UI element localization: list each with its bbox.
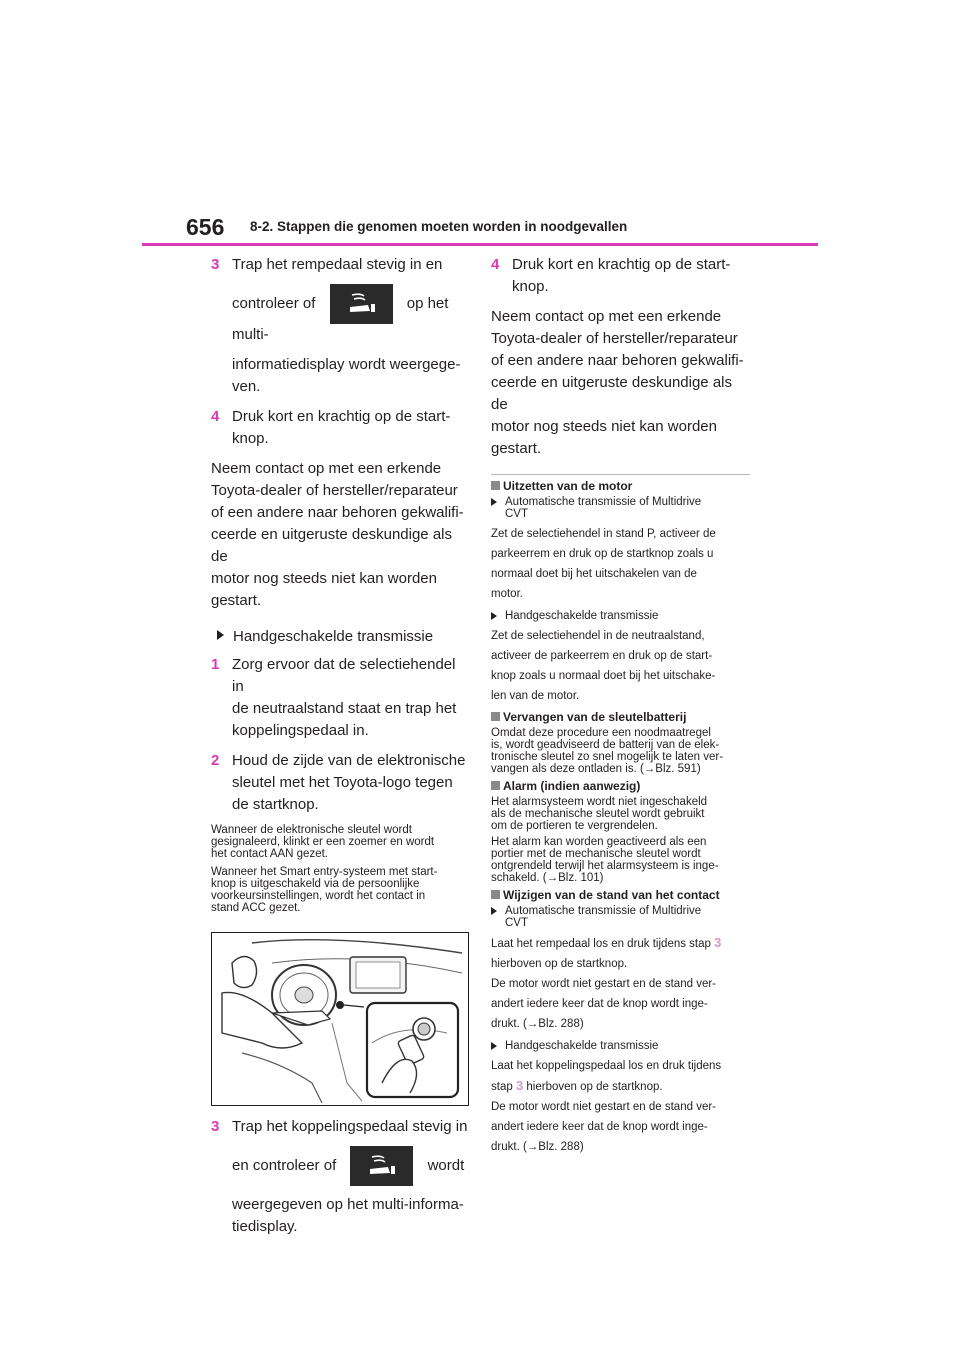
- right-column: [491, 254, 750, 1157]
- para-line: ceerde en uitgeruste deskundige als de: [491, 374, 732, 413]
- note-line: stand ACC gezet.: [211, 902, 301, 914]
- step-text: Druk kort en krachtig op de start-: [512, 256, 731, 273]
- para-line: Neem contact op met een erkende: [491, 308, 722, 325]
- note-line: knop is uitgeschakeld via de persoonlijke: [211, 878, 420, 890]
- body-line: Zet de selectiehendel in stand P, activeer de: [491, 528, 716, 540]
- heading-text: Alarm (indien aanwezig): [503, 779, 641, 793]
- sub-line: Handgeschakelde transmissie: [505, 610, 659, 622]
- body-line: is, wordt geadviseerd de batterij van de elek-: [491, 739, 720, 751]
- body-line: De motor wordt niet gestart en de stand ver-: [491, 978, 716, 990]
- pedal-press-indicator-icon: [330, 284, 393, 324]
- gray-square-icon: [491, 481, 500, 490]
- sub-automatic: [491, 905, 750, 929]
- step-text-d: ven.: [232, 378, 261, 395]
- sub-line: Handgeschakelde transmissie: [505, 1040, 659, 1052]
- body-manual-off: [491, 626, 750, 706]
- triangle-right-icon: [491, 907, 497, 915]
- body-line: Omdat deze procedure een noodmaatregel: [491, 727, 711, 739]
- body-line: motor.: [491, 588, 523, 600]
- body-line: Laat het koppelingspedaal los en druk tijdens: [491, 1060, 722, 1072]
- body-line: drukt. (→Blz. 288): [491, 1018, 584, 1030]
- step-text: Trap het koppelingspedaal stevig in: [232, 1118, 468, 1135]
- para-line: gestart.: [491, 440, 542, 457]
- triangle-right-icon: [491, 498, 497, 506]
- sub-line: CVT: [505, 508, 528, 520]
- step-text: koppelingspedaal in.: [232, 722, 369, 739]
- para-line: motor nog steeds niet kan worden: [211, 570, 437, 587]
- step-text-b: wordt: [427, 1156, 465, 1174]
- step-text: knop.: [232, 430, 269, 447]
- section-divider: [491, 474, 750, 475]
- section-title: 8-2. Stappen die genomen moeten worden in noodgevallen: [250, 219, 628, 234]
- step-3-brake: [211, 254, 469, 398]
- step-1-neutral: [211, 654, 469, 742]
- step-text: de startknop.: [232, 796, 319, 813]
- body-line: Zet de selectiehendel in de neutraalstand,: [491, 630, 705, 642]
- body-text: stap: [491, 1081, 513, 1093]
- step-ref-number: 3: [515, 1078, 524, 1093]
- driver-cockpit-drawing: [212, 933, 468, 1105]
- triangle-right-icon: [491, 1042, 497, 1050]
- body-text: hierboven op de startknop.: [526, 1081, 663, 1093]
- para-line: of een andere naar behoren gekwalifi-: [491, 352, 744, 369]
- step-number: 4: [491, 256, 500, 273]
- body-automatic-mode: [491, 933, 750, 1034]
- body-text: Laat het rempedaal los en druk tijdens stap: [491, 938, 711, 950]
- step-2-key: [211, 750, 469, 816]
- body-line: knop zoals u normaal doet bij het uitschake-: [491, 670, 716, 682]
- body-line: tronische sleutel zo snel mogelijk te laten ver-: [491, 751, 724, 763]
- step-text: Zorg ervoor dat de selectiehendel in: [232, 656, 456, 695]
- sub-line: CVT: [505, 917, 528, 929]
- sub-manual: [491, 1040, 750, 1052]
- step-text-inline: [232, 284, 469, 346]
- step-text-c: informatiedisplay wordt weergege-: [232, 356, 461, 373]
- header-rule: [142, 243, 818, 246]
- body-line: andert iedere keer dat de knop wordt inge-: [491, 1121, 708, 1133]
- step-text: Houd de zijde van de elektronische: [232, 752, 466, 769]
- body-line: Het alarm kan worden geactiveerd als een: [491, 836, 707, 848]
- body-line: len van de motor.: [491, 690, 580, 702]
- contact-paragraph: [211, 458, 469, 612]
- left-column: [211, 254, 469, 1246]
- body-line: normaal doet bij het uitschakelen van de: [491, 568, 697, 580]
- step-number: 1: [211, 656, 220, 673]
- para-line: motor nog steeds niet kan worden: [491, 418, 717, 435]
- body-line: om de portieren te vergrendelen.: [491, 820, 658, 832]
- contact-paragraph: [491, 306, 750, 460]
- body-alarm-1: [491, 796, 750, 832]
- step-text: Druk kort en krachtig op de start-: [232, 408, 451, 425]
- heading-text: Vervangen van de sleutelbatterij: [503, 710, 687, 724]
- para-line: of een andere naar behoren gekwalifi-: [211, 504, 464, 521]
- pedal-press-indicator-icon: [350, 1146, 413, 1186]
- gray-square-icon: [491, 712, 500, 721]
- body-line: portier met de mechanische sleutel wordt: [491, 848, 701, 860]
- step-3-clutch: [211, 1116, 469, 1238]
- manual-transmission-heading: [211, 626, 469, 648]
- body-line: schakeld. (→Blz. 101): [491, 872, 604, 884]
- note-line: gesignaleerd, klinkt er een zoemer en wordt: [211, 836, 435, 848]
- gray-square-icon: [491, 781, 500, 790]
- para-line: Toyota-dealer of hersteller/reparateur: [491, 330, 738, 347]
- body-line: andert iedere keer dat de knop wordt inge-: [491, 998, 708, 1010]
- sub-line: Automatische transmissie of Multidrive: [505, 905, 702, 917]
- note-key-detected: [211, 824, 469, 860]
- body-line: Het alarmsysteem wordt niet ingeschakeld: [491, 796, 708, 808]
- note-line: voorkeursinstellingen, wordt het contact in: [211, 890, 426, 902]
- step-text-d: tiedisplay.: [232, 1218, 298, 1235]
- body-automatic-off: [491, 524, 750, 604]
- body-line: ontgrendeld terwijl het alarmsysteem is inge-: [491, 860, 719, 872]
- sub-automatic: [491, 496, 750, 520]
- step-text-inline: [232, 1146, 469, 1186]
- triangle-right-icon: [217, 630, 224, 640]
- step-text: knop.: [512, 278, 549, 295]
- heading-text: Wijzigen van de stand van het contact: [503, 888, 720, 902]
- step-number: 3: [211, 256, 220, 273]
- note-line: Wanneer de elektronische sleutel wordt: [211, 824, 412, 836]
- body-line: drukt. (→Blz. 288): [491, 1141, 584, 1153]
- step-ref-number: 3: [714, 935, 722, 950]
- body-line: activeer de parkeerrem en druk op de start-: [491, 650, 713, 662]
- heading-ignition-mode: [491, 888, 750, 902]
- body-line: vangen als deze ontladen is. (→Blz. 591): [491, 763, 701, 775]
- step-text: Trap het rempedaal stevig in en: [232, 256, 443, 273]
- page-number: 656: [186, 214, 225, 240]
- para-line: ceerde en uitgeruste deskundige als de: [211, 526, 452, 565]
- illustration-key-on-start-button: [211, 932, 469, 1106]
- body-alarm-2: [491, 836, 750, 884]
- note-smart-entry: [211, 866, 469, 914]
- heading-text: Uitzetten van de motor: [503, 479, 633, 493]
- heading-engine-off: [491, 479, 750, 493]
- body-key-battery: [491, 727, 750, 775]
- body-line: hierboven op de startknop.: [491, 958, 628, 970]
- note-line: Wanneer het Smart entry-systeem met start-: [211, 866, 438, 878]
- step-text-a: en controleer of: [232, 1156, 337, 1174]
- body-line: als de mechanische sleutel wordt gebruikt: [491, 808, 705, 820]
- step-number: 2: [211, 752, 220, 769]
- step-text: sleutel met het Toyota-logo tegen: [232, 774, 453, 791]
- step-number: 3: [211, 1118, 220, 1135]
- step-text: de neutraalstand staat en trap het: [232, 700, 457, 717]
- step-text-c: weergegeven op het multi-informa-: [232, 1196, 464, 1213]
- para-line: gestart.: [211, 592, 262, 609]
- triangle-right-icon: [491, 612, 497, 620]
- para-line: Neem contact op met een erkende: [211, 460, 442, 477]
- body-line: De motor wordt niet gestart en de stand ver-: [491, 1101, 716, 1113]
- body-manual-mode: [491, 1056, 750, 1157]
- heading-key-battery: [491, 710, 750, 724]
- body-line: [491, 933, 750, 954]
- step-text-a: controleer of: [232, 294, 316, 312]
- sub-manual: [491, 610, 750, 622]
- heading-alarm: [491, 779, 750, 793]
- heading-text: Handgeschakelde transmissie: [233, 628, 434, 645]
- step-4-start: [491, 254, 750, 298]
- gray-square-icon: [491, 890, 500, 899]
- body-line: [491, 1076, 750, 1097]
- step-4-start: [211, 406, 469, 450]
- note-line: het contact AAN gezet.: [211, 848, 328, 860]
- body-line: parkeerrem en druk op de startknop zoals u: [491, 548, 714, 560]
- step-number: 4: [211, 408, 220, 425]
- step-text-b: op het multi-: [232, 294, 449, 343]
- sub-line: Automatische transmissie of Multidrive: [505, 496, 702, 508]
- para-line: Toyota-dealer of hersteller/reparateur: [211, 482, 458, 499]
